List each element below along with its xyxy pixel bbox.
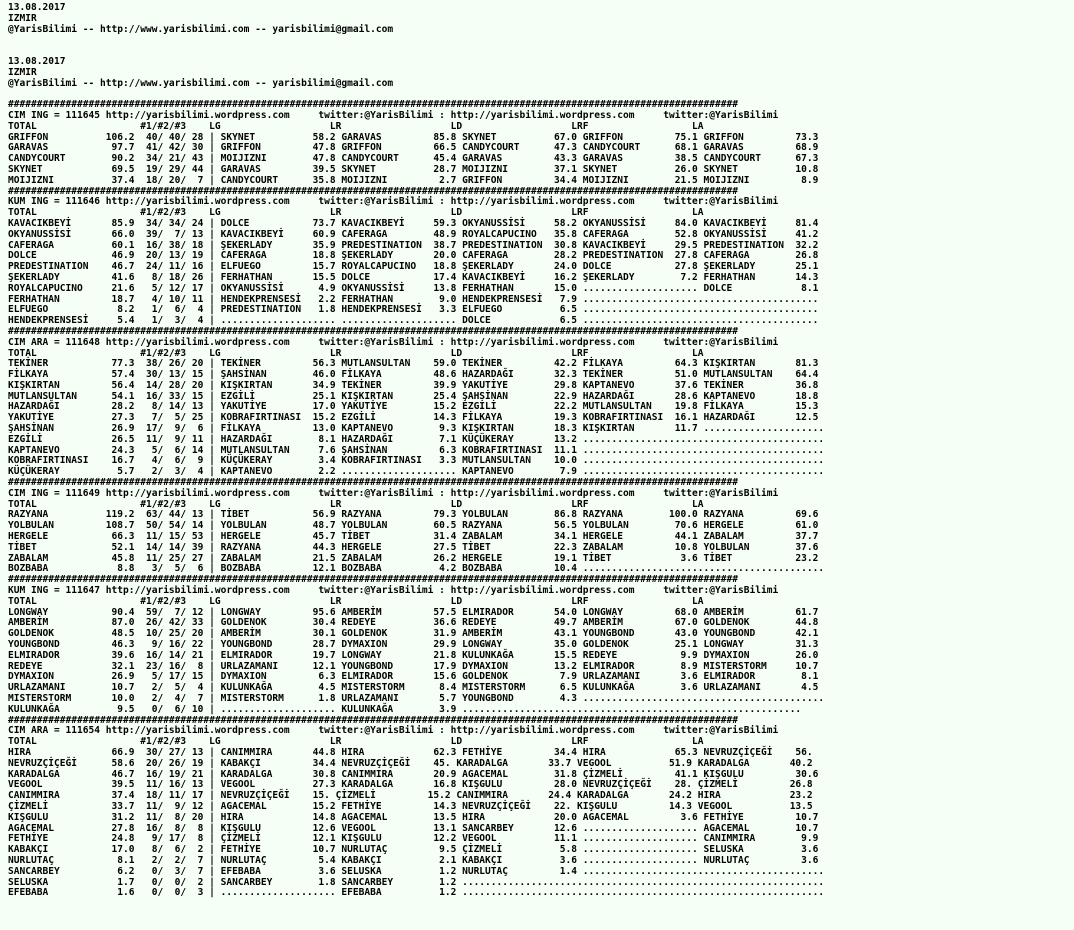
horse-row: KABAKÇI 17.0 8/ 6/ 2 | FETHİYE 10.7 NURLUTAÇ 9.5 ÇİZMELİ 5.8 .................... SELUSKA 3.6 <box>8 844 819 856</box>
horse-row: KIŞKIRTAN 56.4 14/ 28/ 20 | KIŞKIRTAN 34.9 TEKİNER 39.9 YAKUTİYE 29.8 KAPTANEVO 37.6 TEKİNER 36.8 <box>8 379 819 391</box>
horse-row: DYMAXION 26.9 5/ 17/ 15 | DYMAXION 6.3 ELMIRADOR 15.6 GOLDENOK 7.9 URLAZAMANI 3.6 ELMIRADOR 8.1 <box>8 671 819 683</box>
column-header: TOTAL #1/#2/#3 LG LR LD LRF LA <box>8 207 704 219</box>
report-contact: @YarisBilimi -- http://www.yarisbilimi.com -- yarisbilimi@gmail.com <box>8 23 394 35</box>
separator-line: ############################################################################################################################### <box>8 714 738 726</box>
horse-row: PREDESTINATION 46.7 24/ 11/ 16 | ELFUEGO 15.7 ROYALCAPUCINO 18.8 ŞEKERLADY 24.0 DOLCE 27.8 ŞEKERLADY 25.1 <box>8 261 819 273</box>
horse-row: LONGWAY 90.4 59/ 7/ 12 | LONGWAY 95.6 AMBERİM 57.5 ELMIRADOR 54.0 LONGWAY 68.0 AMBERİM 61.7 <box>8 606 819 618</box>
horse-row: HENDEKPRENSESİ 5.4 1/ 3/ 4 | .................... .................... DOLCE 6.5 ......................................... <box>8 315 819 327</box>
separator-line: ############################################################################################################################### <box>8 325 738 337</box>
horse-row: ZABALAM 45.8 11/ 25/ 27 | ZABALAM 21.5 ZABALAM 26.2 HERGELE 19.1 TİBET 3.6 TİBET 23.2 <box>8 552 819 564</box>
horse-row: MOIJIZNI 37.4 18/ 20/ 7 | CANDYCOURT 35.8 MOIJIZNI 2.7 GRIFFON 34.4 MOIJIZNI 21.5 MOIJIZNI 8.9 <box>8 174 819 186</box>
horse-row: GOLDENOK 48.5 10/ 25/ 20 | AMBERİM 30.1 GOLDENOK 31.9 AMBERİM 43.1 YOUNGBOND 43.0 YOUNGBOND 42.1 <box>8 628 819 640</box>
horse-row: AGACEMAL 27.8 16/ 8/ 8 | KIŞGULU 12.6 VEGOOL 13.1 SANCARBEY 12.6 .................... AGACEMAL 10.7 <box>8 822 819 834</box>
blank-line <box>8 46 1074 57</box>
horse-row: FİLKAYA 57.4 30/ 13/ 15 | ŞAHSİNAN 46.0 FİLKAYA 48.6 HAZARDAĞI 32.3 TEKİNER 51.0 MUTLANSULTAN 64.4 <box>8 369 819 381</box>
horse-row: NURLUTAÇ 8.1 2/ 2/ 7 | NURLUTAÇ 5.4 KABAKÇI 2.1 KABAKÇI 3.6 .................... NURLUTAÇ 3.6 <box>8 854 819 866</box>
race-header: CIM ARA = 111648 http://yarisbilimi.wordpress.com twitter:@YarisBilimi : http://yarisbilimi.wordpress.com twitter:@YarisBilimi <box>8 336 779 348</box>
horse-row: ÇİZMELİ 33.7 11/ 9/ 12 | AGACEMAL 15.2 FETHİYE 14.3 NEVRUZÇİÇEĞİ 22. KIŞGULU 14.3 VEGOOL 13.5 <box>8 800 813 812</box>
horse-row: SELUSKA 1.7 0/ 0/ 2 | SANCARBEY 1.8 SANCARBEY 1.2 ............................................................... <box>8 876 825 888</box>
horse-row: OKYANUSSİSİ 66.0 39/ 7/ 13 | KAVACIKBEYİ 60.9 CAFERAGA 48.9 ROYALCAPUCINO 35.8 CAFERAGA 52.8 OKYANUSSİSİ 41.2 <box>8 228 819 240</box>
report-date: 13.08.2017 <box>8 2 66 13</box>
column-header: TOTAL #1/#2/#3 LG LR LD LRF LA <box>8 736 704 748</box>
race-header: CIM ARA = 111654 http://yarisbilimi.wordpress.com twitter:@YarisBilimi : http://yarisbilimi.wordpress.com twitter:@YarisBilimi <box>8 725 779 737</box>
report-city: IZMIR <box>8 66 37 78</box>
horse-row: KAPTANEVO 24.3 5/ 6/ 14 | MUTLANSULTAN 7.6 ŞAHSİNAN 6.3 KOBRAFIRTINASI 11.1 .......................................... <box>8 444 825 456</box>
column-header: TOTAL #1/#2/#3 LG LR LD LRF LA <box>8 347 704 359</box>
horse-row: ŞEKERLADY 41.6 8/ 18/ 26 | FERHATHAN 15.5 DOLCE 17.4 KAVACIKBEYİ 16.2 ŞEKERLADY 7.2 FERHATHAN 14.3 <box>8 271 819 283</box>
horse-row: CANIMMIRA 37.4 18/ 11/ 17 | NEVRUZÇİÇEĞİ 15. ÇİZMELİ 15.2 CANIMMIRA 24.4 KARADALGA 24.2 HIRA 23.2 <box>8 790 813 802</box>
horse-row: CANDYCOURT 90.2 34/ 21/ 43 | MOIJIZNI 47.8 CANDYCOURT 45.4 GARAVAS 43.3 GARAVAS 38.5 CANDYCOURT 67.3 <box>8 153 819 165</box>
horse-row: REDEYE 32.1 23/ 16/ 8 | URLAZAMANI 12.1 YOUNGBOND 17.9 DYMAXION 13.2 ELMIRADOR 8.9 MISTERSTORM 10.7 <box>8 660 819 672</box>
horse-row: YAKUTİYE 27.3 7/ 5/ 25 | KOBRAFIRTINASI 15.2 EZGİLİ 14.3 FİLKAYA 19.3 KOBRAFIRTINASI 16.1 HAZARDAĞI 12.5 <box>8 412 819 424</box>
horse-row: VEGOOL 39.5 11/ 16/ 13 | VEGOOL 27.3 KARADALGA 16.8 KIŞGULU 28.0 NEVRUZÇİÇEĞİ 28. ÇİZMELİ 26.8 <box>8 779 813 791</box>
separator-line: ############################################################################################################################### <box>8 574 738 586</box>
report-city: IZMIR <box>8 12 37 24</box>
horse-row: KAVACIKBEYİ 85.9 34/ 34/ 24 | DOLCE 73.7 KAVACIKBEYİ 59.3 OKYANUSSİSİ 58.2 OKYANUSSİSİ 84.0 KAVACIKBEYİ 81.4 <box>8 217 819 229</box>
horse-row: SKYNET 69.5 19/ 29/ 44 | GARAVAS 39.5 SKYNET 28.7 MOIJIZNI 37.1 SKYNET 26.0 SKYNET 10.8 <box>8 163 819 175</box>
race-header: CIM ING = 111645 http://yarisbilimi.wordpress.com twitter:@YarisBilimi : http://yarisbilimi.wordpress.com twitter:@YarisBilimi <box>8 109 779 121</box>
race-header: CIM ING = 111649 http://yarisbilimi.wordpress.com twitter:@YarisBilimi : http://yarisbilimi.wordpress.com twitter:@YarisBilimi <box>8 487 779 499</box>
horse-row: FETHİYE 24.8 9/ 17/ 8 | ÇİZMELİ 12.1 KIŞGULU 12.2 VEGOOL 11.1 .................... CANIMMIRA 9.9 <box>8 833 819 845</box>
race-sections <box>8 100 1074 899</box>
horse-row: BOZBABA 8.8 3/ 5/ 6 | BOZBABA 12.1 BOZBABA 4.2 BOZBABA 10.4 .......................................... <box>8 563 825 575</box>
horse-row: HIRA 66.9 30/ 27/ 13 | CANIMMIRA 44.8 HIRA 62.3 FETHİYE 34.4 HIRA 65.3 NEVRUZÇİÇEĞİ 56. <box>8 746 813 758</box>
blank-line <box>8 35 1074 46</box>
column-header: TOTAL #1/#2/#3 LG LR LD LRF LA <box>8 120 704 132</box>
horse-row: ELFUEGO 8.2 1/ 6/ 4 | PREDESTINATION 1.8 HENDEKPRENSESİ 3.3 ELFUEGO 6.5 ......................................... <box>8 304 819 316</box>
horse-row: CAFERAGA 60.1 16/ 38/ 18 | ŞEKERLADY 35.9 PREDESTINATION 38.7 PREDESTINATION 30.8 KAVACIKBEYİ 29.5 PREDESTINATION 32.2 <box>8 239 819 251</box>
horse-row: YOUNGBOND 46.3 9/ 16/ 22 | YOUNGBOND 28.7 DYMAXION 29.9 LONGWAY 35.0 GOLDENOK 25.1 LONGWAY 31.3 <box>8 639 819 651</box>
horse-row: AMBERİM 87.0 26/ 42/ 33 | GOLDENOK 30.4 REDEYE 36.6 REDEYE 49.7 AMBERİM 67.0 GOLDENOK 44.8 <box>8 617 819 629</box>
horse-row: HAZARDAĞI 28.2 8/ 14/ 13 | YAKUTİYE 17.0 YAKUTİYE 15.2 EZGİLİ 22.2 MUTLANSULTAN 19.8 FİLKAYA 15.3 <box>8 401 819 413</box>
separator-line: ############################################################################################################################### <box>8 99 738 111</box>
horse-row: KIŞGULU 31.2 11/ 8/ 20 | HIRA 14.8 AGACEMAL 13.5 HIRA 20.0 AGACEMAL 3.6 FETHİYE 10.7 <box>8 811 819 823</box>
horse-row: TEKİNER 77.3 38/ 26/ 20 | TEKİNER 56.3 MUTLANSULTAN 59.0 TEKİNER 42.2 FİLKAYA 64.3 KIŞKIRTAN 81.3 <box>8 358 819 370</box>
race-header: KUM ING = 111647 http://yarisbilimi.wordpress.com twitter:@YarisBilimi : http://yarisbilimi.wordpress.com twitter:@YarisBilimi <box>8 585 779 597</box>
horse-row: GRIFFON 106.2 40/ 40/ 28 | SKYNET 58.2 GARAVAS 85.8 SKYNET 67.0 GRIFFON 75.1 GRIFFON 73.3 <box>8 131 819 143</box>
horse-row: YOLBULAN 108.7 50/ 54/ 14 | YOLBULAN 48.7 YOLBULAN 60.5 RAZYANA 56.5 YOLBULAN 70.6 HERGELE 61.0 <box>8 520 819 532</box>
horse-row: RAZYANA 119.2 63/ 44/ 13 | TİBET 56.9 RAZYANA 79.3 YOLBULAN 86.8 RAZYANA 100.0 RAZYANA 69.6 <box>8 509 819 521</box>
horse-row: KOBRAFIRTINASI 16.7 4/ 6/ 9 | KÜÇÜKERAY 3.4 KOBRAFIRTINASI 3.3 MUTLANSULTAN 10.0 .......................................... <box>8 455 825 467</box>
horse-row: EFEBABA 1.6 0/ 0/ 3 | .................... EFEBABA 1.2 ............................................................... <box>8 887 825 899</box>
horse-row: NEVRUZÇİÇEĞİ 58.6 20/ 26/ 19 | KABAKÇI 34.4 NEVRUZÇİÇEĞİ 45. KARADALGA 33.7 VEGOOL 51.9 KARADALGA 40.2 <box>8 757 813 769</box>
separator-line: ############################################################################################################################### <box>8 477 738 489</box>
horse-row: FERHATHAN 18.7 4/ 10/ 11 | HENDEKPRENSESİ 2.2 FERHATHAN 9.0 HENDEKPRENSESİ 7.9 ......................................... <box>8 293 819 305</box>
race-header: KUM ING = 111646 http://yarisbilimi.wordpress.com twitter:@YarisBilimi : http://yarisbilimi.wordpress.com twitter:@YarisBilimi <box>8 196 779 208</box>
horse-row: MUTLANSULTAN 54.1 16/ 33/ 15 | EZGİLİ 25.1 KIŞKIRTAN 25.4 ŞAHSİNAN 22.9 HAZARDAĞI 28.6 KAPTANEVO 18.8 <box>8 390 819 402</box>
column-header: TOTAL #1/#2/#3 LG LR LD LRF LA <box>8 498 704 510</box>
horse-row: ELMIRADOR 39.6 16/ 14/ 21 | ELMIRADOR 19.7 LONGWAY 21.8 KULUNKAĞA 15.5 REDEYE 9.9 DYMAXION 26.0 <box>8 649 819 661</box>
horse-row: KULUNKAĞA 9.5 0/ 6/ 10 | .................... KULUNKAĞA 3.9 ........................................................... <box>8 703 802 715</box>
report-contact: @YarisBilimi -- http://www.yarisbilimi.com -- yarisbilimi@gmail.com <box>8 77 394 89</box>
horse-row: TİBET 52.1 14/ 14/ 39 | RAZYANA 44.3 HERGELE 27.5 TİBET 22.3 ZABALAM 10.8 YOLBULAN 37.6 <box>8 541 819 553</box>
report-date: 13.08.2017 <box>8 55 66 67</box>
horse-row: MISTERSTORM 10.0 2/ 4/ 7 | MISTERSTORM 1.8 URLAZAMANI 5.7 YOUNGBOND 4.3 .......................................... <box>8 693 825 704</box>
horse-row: KARADALGA 46.7 16/ 19/ 21 | KARADALGA 30.8 CANIMMIRA 20.9 AGACEMAL 31.8 ÇİZMELİ 41.1 KIŞGULU 30.6 <box>8 768 819 780</box>
horse-row: GARAVAS 97.7 41/ 42/ 30 | GRIFFON 47.8 GRIFFON 66.5 CANDYCOURT 47.3 CANDYCOURT 68.1 GARAVAS 68.9 <box>8 142 819 154</box>
horse-row: HERGELE 66.3 11/ 15/ 53 | HERGELE 45.7 TİBET 31.4 ZABALAM 34.1 HERGELE 44.1 ZABALAM 37.7 <box>8 531 819 543</box>
horse-row: ROYALCAPUCINO 21.6 5/ 12/ 17 | OKYANUSSİSİ 4.9 OKYANUSSİSİ 13.8 FERHATHAN 15.0 .................... DOLCE 8.1 <box>8 282 819 294</box>
horse-row: SANCARBEY 6.2 0/ 3/ 7 | EFEBABA 3.6 SELUSKA 1.2 NURLUTAÇ 1.4 .......................................... <box>8 865 825 877</box>
horse-row: EZGİLİ 26.5 11/ 9/ 11 | HAZARDAĞI 8.1 HAZARDAĞI 7.1 KÜÇÜKERAY 13.2 .......................................... <box>8 433 825 445</box>
column-header: TOTAL #1/#2/#3 LG LR LD LRF LA <box>8 595 704 607</box>
separator-line: ############################################################################################################################### <box>8 185 738 197</box>
horse-row: KÜÇÜKERAY 5.7 2/ 3/ 4 | KAPTANEVO 2.2 .................... KAPTANEVO 7.9 .......................................... <box>8 466 825 478</box>
horse-row: DOLCE 46.9 20/ 13/ 19 | CAFERAGA 18.8 ŞEKERLADY 20.0 CAFERAGA 28.2 PREDESTINATION 27.8 CAFERAGA 26.8 <box>8 250 819 262</box>
horse-row: ŞAHSİNAN 26.9 17/ 9/ 6 | FİLKAYA 13.0 KAPTANEVO 9.3 KIŞKIRTAN 18.3 KIŞKIRTAN 11.7 ..................... <box>8 423 825 435</box>
horse-row: URLAZAMANI 10.7 2/ 5/ 4 | KULUNKAĞA 4.5 MISTERSTORM 8.4 MISTERSTORM 6.5 KULUNKAĞA 3.6 URLAZAMANI 4.5 <box>8 682 819 694</box>
